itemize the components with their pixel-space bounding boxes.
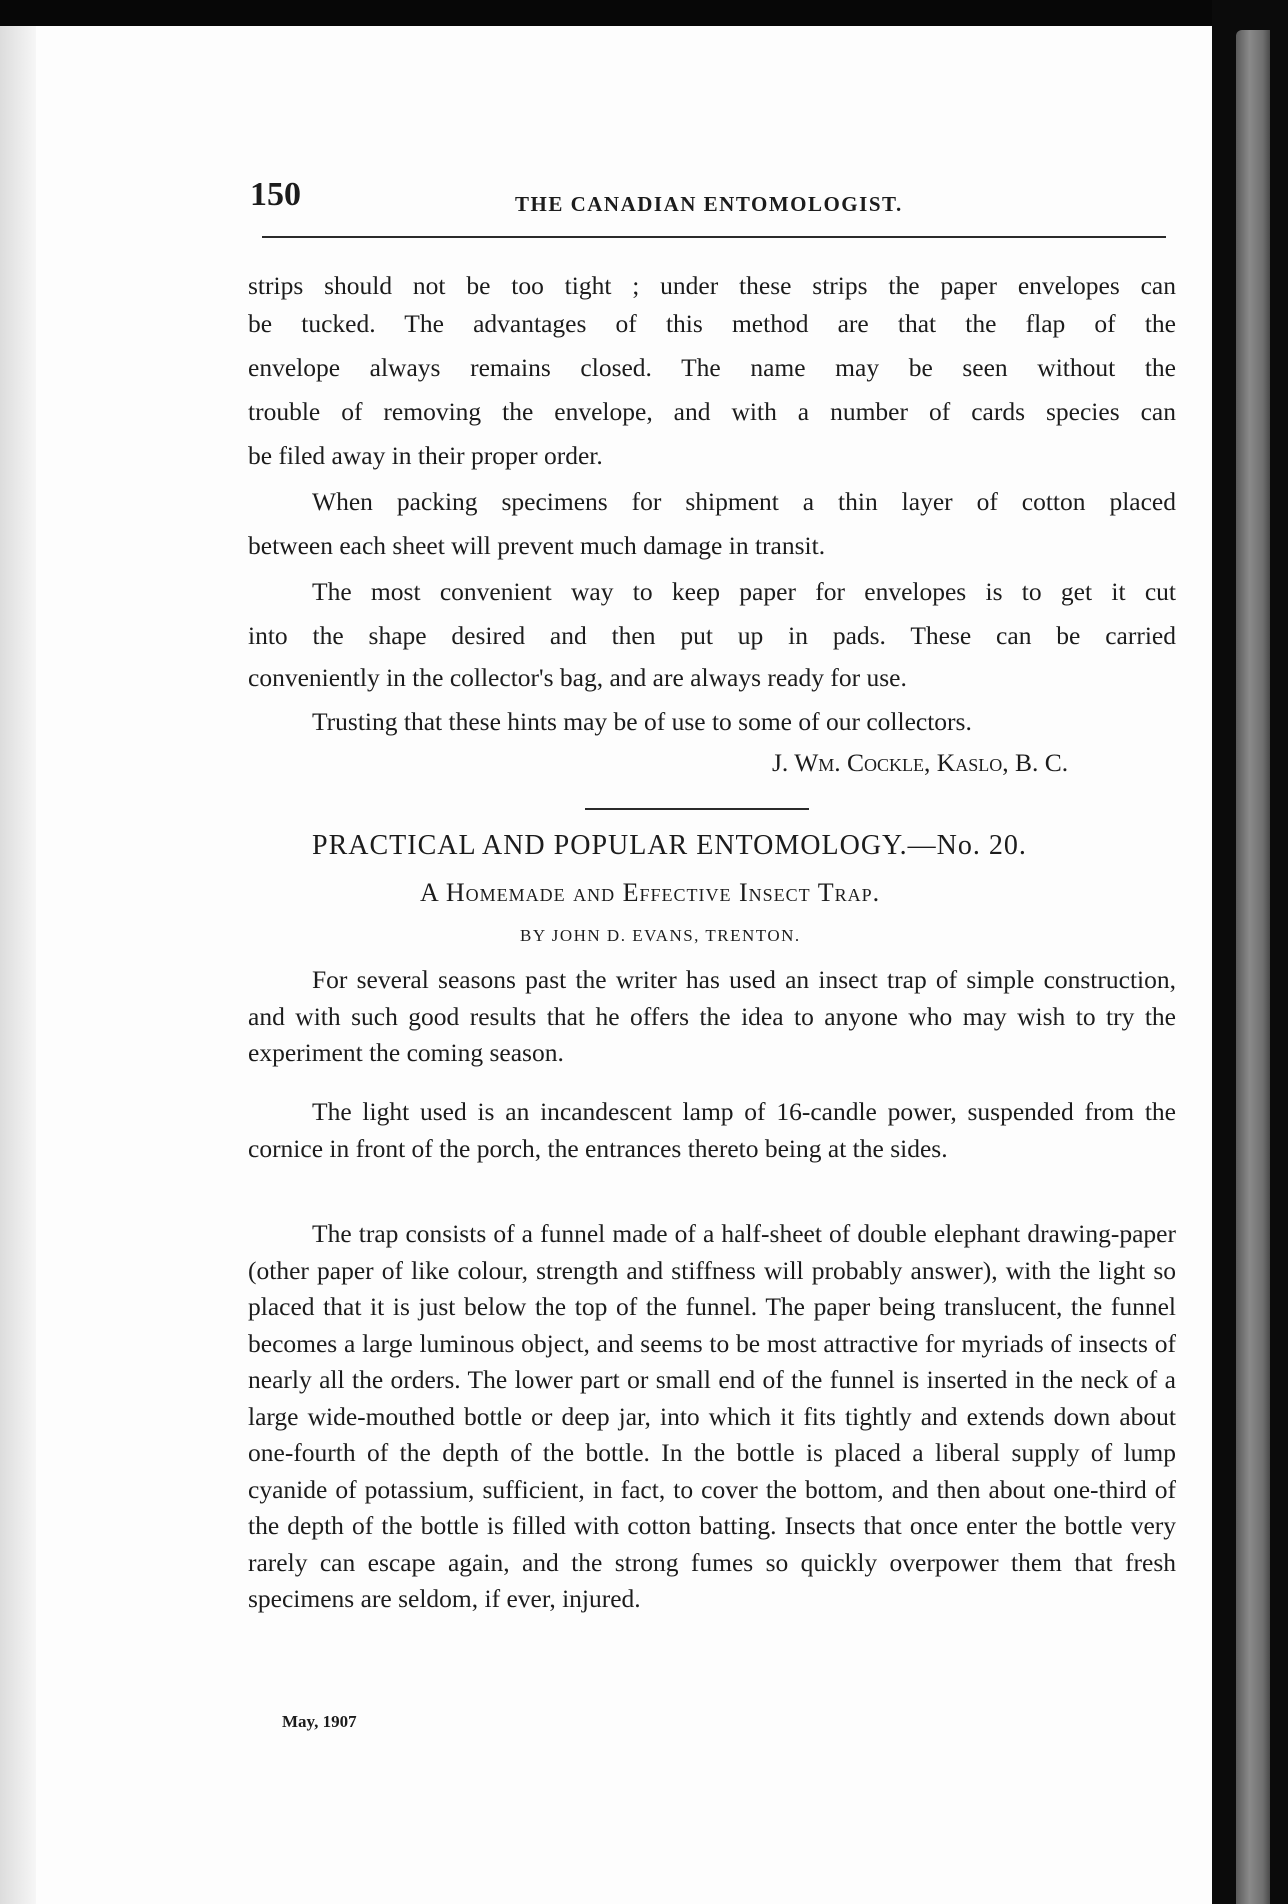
text-line: between each sheet will prevent much damage in transit. bbox=[248, 531, 826, 560]
running-title: THE CANADIAN ENTOMOLOGIST. bbox=[515, 192, 903, 216]
page-number: 150 bbox=[250, 176, 301, 213]
issue-date: May, 1907 bbox=[282, 1712, 357, 1731]
text-line: into the shape desired and then put up in pads. These can be carried bbox=[248, 621, 1176, 650]
text-line: Trusting that these hints may be of use to some of our collectors. bbox=[312, 707, 972, 736]
scan-left-margin bbox=[0, 26, 36, 1904]
text-line: strips should not be too tight ; under these strips the paper envelopes can bbox=[248, 271, 1176, 300]
body-paragraph: The trap consists of a funnel made of a half-sheet of double elephant drawing-paper (other paper of like colour, strength and stiffness will probably answer), with the light so placed that it is just below the top of the funnel. The paper being translucent, the funnel becomes a large luminous object, and seems to be most attractive for myriads of insects of nearly all the orders. The lower part or small end of the funnel is inserted in the neck of a large wide-mouthed bottle or deep jar, into which it fits tightly and extends down about one-fourth of the depth of the bottle. In the bottle is placed a liberal supply of lump cyanide of potassium, sufficient, in fact, to cover the bottom, and then about one-third of the depth of the bottle is filled with cotton batting. Insects that once enter the bottle very rarely can escape again, and the strong fumes so quickly overpower them that fresh specimens are seldom, if ever, injured. bbox=[248, 1219, 1176, 1613]
text-line: conveniently in the collector's bag, and are always ready for use. bbox=[248, 663, 907, 692]
text-line: be tucked. The advantages of this method are that the flap of the bbox=[248, 309, 1176, 338]
text-line: be filed away in their proper order. bbox=[248, 441, 603, 470]
text-line: When packing specimens for shipment a thin layer of cotton placed bbox=[312, 487, 1176, 516]
article-byline: BY JOHN D. EVANS, TRENTON. bbox=[520, 926, 801, 945]
section-divider bbox=[585, 808, 809, 810]
text-line: trouble of removing the envelope, and with a number of cards species can bbox=[248, 397, 1176, 426]
author-signature: J. Wm. Cockle, Kaslo, B. C. bbox=[772, 748, 1069, 777]
header-rule bbox=[262, 236, 1166, 238]
scan-top-border bbox=[0, 0, 1288, 26]
scan-binding-edge bbox=[1236, 30, 1270, 1904]
text-line: envelope always remains closed. The name may be seen without the bbox=[248, 353, 1176, 382]
body-paragraph: For several seasons past the writer has used an insect trap of simple construction, and with such good results that he offers the idea to anyone who may wish to try the experiment the coming season. bbox=[248, 965, 1176, 1067]
article-title: PRACTICAL AND POPULAR ENTOMOLOGY.—No. 20. bbox=[312, 830, 1027, 861]
text-line: The most convenient way to keep paper for envelopes is to get it cut bbox=[312, 577, 1176, 606]
body-paragraph: The light used is an incandescent lamp of 16-candle power, suspended from the cornice in front of the porch, the entrances thereto being at the sides. bbox=[248, 1097, 1176, 1163]
article-subtitle: A Homemade and Effective Insect Trap. bbox=[420, 878, 881, 907]
